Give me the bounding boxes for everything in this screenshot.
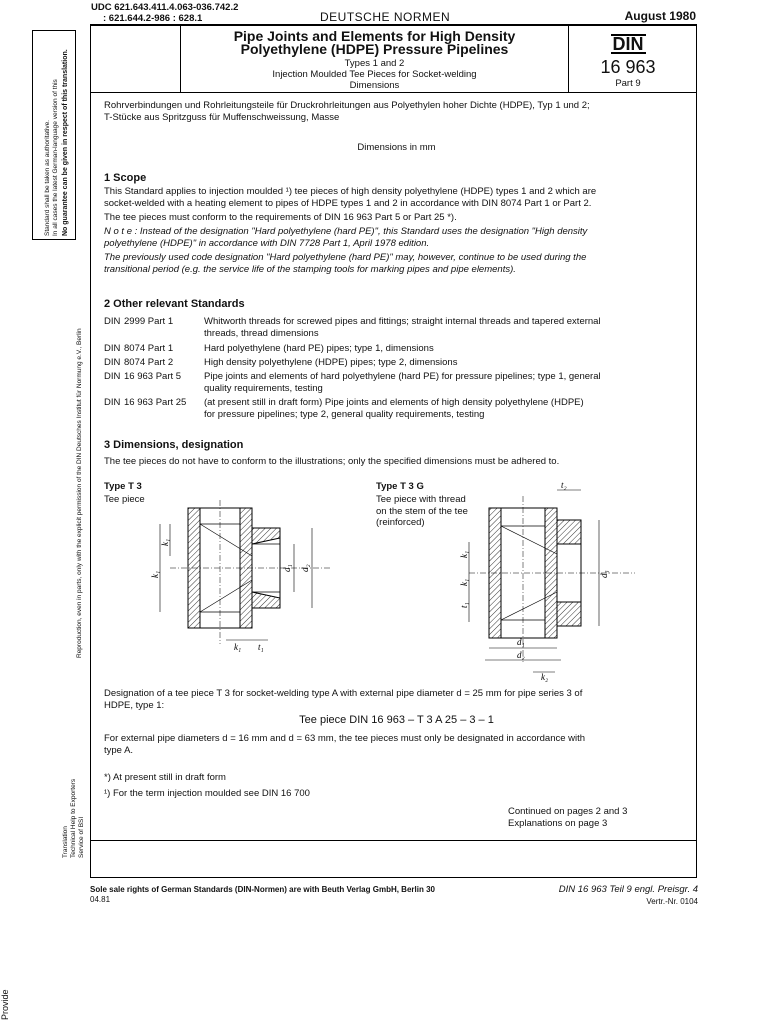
reproduction-notice: Reproduction, even in parts, only with the explicit permission of the DIN Deutsches Institut für Normung e.V., Berlin [76,328,83,658]
fig-b-type: Type T 3 G [376,481,424,492]
footer-code: 04.81 [90,895,111,904]
fig-b-desc-3: (reinforced) [376,517,425,528]
continued-line-2: Explanations on page 3 [508,818,608,829]
external-note-line-2: type A. [104,745,134,756]
subtitle-line-2: Injection Moulded Tee Pieces for Socket-welding [272,69,477,80]
german-line-1: Rohrverbindungen und Rohrleitungsteile für Druckrohrleitungen aus Polyethylen hoher Dichte (HDPE), Typ 1 und 2; [104,100,590,111]
udc-line-1: UDC 621.643.411.4.063-036.742.2 [91,2,239,13]
label-k1-upper-b: k₁ [459,550,469,558]
document-subtitle [181,58,568,91]
dimensions-intro: The tee pieces do not have to conform to the illustrations; only the specified dimensions must be adhered to. [104,456,560,467]
standard-ref-4 [104,371,689,394]
label-t1: t₁ [258,642,264,652]
din-logo [600,34,656,55]
note-line-1: N o t e : Instead of the designation "Hard polyethylene (hard PE)", this Standard uses the designation "High density [104,226,588,237]
footer-reference: DIN 16 963 Teil 9 engl. Preisgr. 4 [558,884,698,895]
warning-line-2: In all cases the latest German-language version of this [52,79,59,236]
label-k1-left: k₁ [150,570,160,578]
ref-text-2: quality requirements, testing [204,382,323,394]
ref-text-2: for pressure pipelines; type 2, general quality requirements, testing [204,408,485,420]
external-diameter-note [104,733,689,757]
ref-text: Hard polyethylene (hard PE) pipes; type 1, dimensions [204,343,434,354]
series-name: DEUTSCHE NORMEN [320,10,451,24]
section-1-heading: 1 Scope [104,172,147,184]
title-line-1: Pipe Joints and Elements for High Density [233,28,516,44]
label-d1-b: d₁ [517,637,525,647]
subtitle-line-3: Dimensions [349,80,400,91]
fig-b-desc-2: on the stem of the tee [376,505,468,517]
scope-line-2: socket-welded with a heating element to pipes of HDPE types 1 and 2 in accordance with DIN 8074 Part 1 or Part 2. [104,198,592,209]
label-k1-upper: k₁ [160,538,170,546]
label-k1-lower-b: k₁ [459,578,469,586]
external-note-line-1: For external pipe diameters d = 16 mm and d = 63 mm, the tee pieces must only be designated in accordance with [104,733,586,744]
label-t1-b: t₁ [459,602,469,608]
ref-text: High density polyethylene (HDPE) pipes; type 2, dimensions [204,357,458,368]
label-d2-b: d₂ [517,650,525,660]
fig-a-type: Type T 3 [104,481,142,492]
translation-service: Service of BSI [78,816,85,858]
ref-prefix: DIN [104,397,121,408]
section-2-heading: 2 Other relevant Standards [104,298,245,310]
designation-formula: Tee piece DIN 16 963 – T 3 A 25 – 3 – 1 [299,714,494,726]
standard-ref-1 [104,316,689,339]
designation-text [104,688,689,712]
header-bottom-rule [90,92,697,93]
continued-note [508,806,688,830]
document-title [181,30,568,56]
footnote-2: ¹) For the term injection moulded see DIN 16 700 [104,788,310,799]
ref-number: 16 963 Part 5 [124,371,182,382]
ref-prefix: DIN [104,357,121,368]
ref-number: 16 963 Part 25 [124,397,187,408]
footnote-1: *) At present still in draft form [104,772,226,783]
note-line-2: polyethylene (HDPE)" in accordance with DIN 7728 Part 1, April 1978 edition. [104,238,430,249]
standard-ref-3 [104,357,689,369]
german-line-2: T-Stücke aus Spritzguss für Muffenschweissung, Masse [104,112,340,123]
fig-a-desc: Tee piece [104,494,145,505]
designation-line-2: HDPE, type 1: [104,700,165,711]
label-t2: t₂ [561,482,567,490]
udc-code [91,2,238,24]
warning-line-1: No guarantee can be given in respect of this translation. [62,49,69,236]
din-logo-text: DIN [612,34,644,54]
ref-prefix: DIN [104,316,121,327]
sale-rights: Sole sale rights of German Standards (DIN-Normen) are with Beuth Verlag GmbH, Berlin 30 [90,885,435,894]
note-line-4: transitional period (e.g. the service life of the stamping tools for marking pipes and pipe elements). [104,264,516,275]
footer-top-rule [90,840,697,841]
ref-number: 8074 Part 2 [124,357,174,368]
dimensions-in-mm: Dimensions in mm [357,142,436,153]
note-line-3: The previously used code designation "Hard polyethylene (hard PE)" may, however, continue to be used during the [104,252,587,263]
warning-line-3: Standard shall be taken as authoritative. [44,120,51,236]
translation-label: Translation [62,826,69,858]
ref-text-1: (at present still in draft form) Pipe joints and elements of high density polyethylene (HDPE) [204,397,584,408]
scope-line-3: The tee pieces must conform to the requirements of DIN 16 963 Part 5 or Part 25 *). [104,212,457,223]
standard-ref-5 [104,397,689,420]
continued-line-1: Continued on pages 2 and 3 [508,806,628,817]
fig-b-desc-1: Tee piece with thread [376,494,466,505]
issue-date: August 1980 [624,9,696,23]
ref-text-2: threads, thread dimensions [204,327,319,339]
standard-number: 16 963 [600,57,656,77]
label-d3: d₃ [599,570,609,578]
ref-text [204,371,689,394]
ref-number: 2999 Part 1 [124,316,174,327]
part-number: Part 9 [615,78,641,89]
scope-line-1: This Standard applies to injection moulded ¹) tee pieces of high density polyethylene (HDPE) types 1 and 2 which are [104,186,597,197]
translation-help: Technical Help to Exporters [70,778,77,858]
ref-number: 8074 Part 1 [124,343,174,354]
ref-text-1: Pipe joints and elements of hard polyethylene (hard PE) for pressure pipelines; type 1, general [204,371,601,382]
label-k2: k₂ [541,672,549,682]
ref-text [204,397,689,420]
tee-piece-t3-drawing [150,496,350,656]
standard-ref-2 [104,343,689,355]
section-3-heading: 3 Dimensions, designation [104,439,244,451]
title-line-2: Polyethylene (HDPE) Pressure Pipelines [240,41,509,57]
ref-text [204,316,689,339]
german-title [104,100,689,124]
ref-prefix: DIN [104,343,121,354]
label-d2: d₂ [300,564,310,572]
header-divider-right [568,26,569,92]
designation-line-1: Designation of a tee piece T 3 for socket-welding type A with external pipe diameter d = 25 mm for pipe series 3 of [104,688,583,699]
udc-line-2: : 621.644.2-986 : 628.1 [103,13,203,24]
label-d1: d₁ [282,564,292,572]
ref-prefix: DIN [104,371,121,382]
ref-text-1: Whitworth threads for screwed pipes and fittings; straight internal threads and tapered external [204,316,601,327]
provide-label: Provide [0,989,10,1020]
subtitle-line-1: Types 1 and 2 [344,58,405,69]
scope-text [104,186,689,276]
label-k1-bottom: k₁ [234,642,242,652]
footer-vertr: Vertr.-Nr. 0104 [646,897,698,906]
tee-piece-t3g-drawing [455,482,655,682]
footnotes [104,772,689,800]
